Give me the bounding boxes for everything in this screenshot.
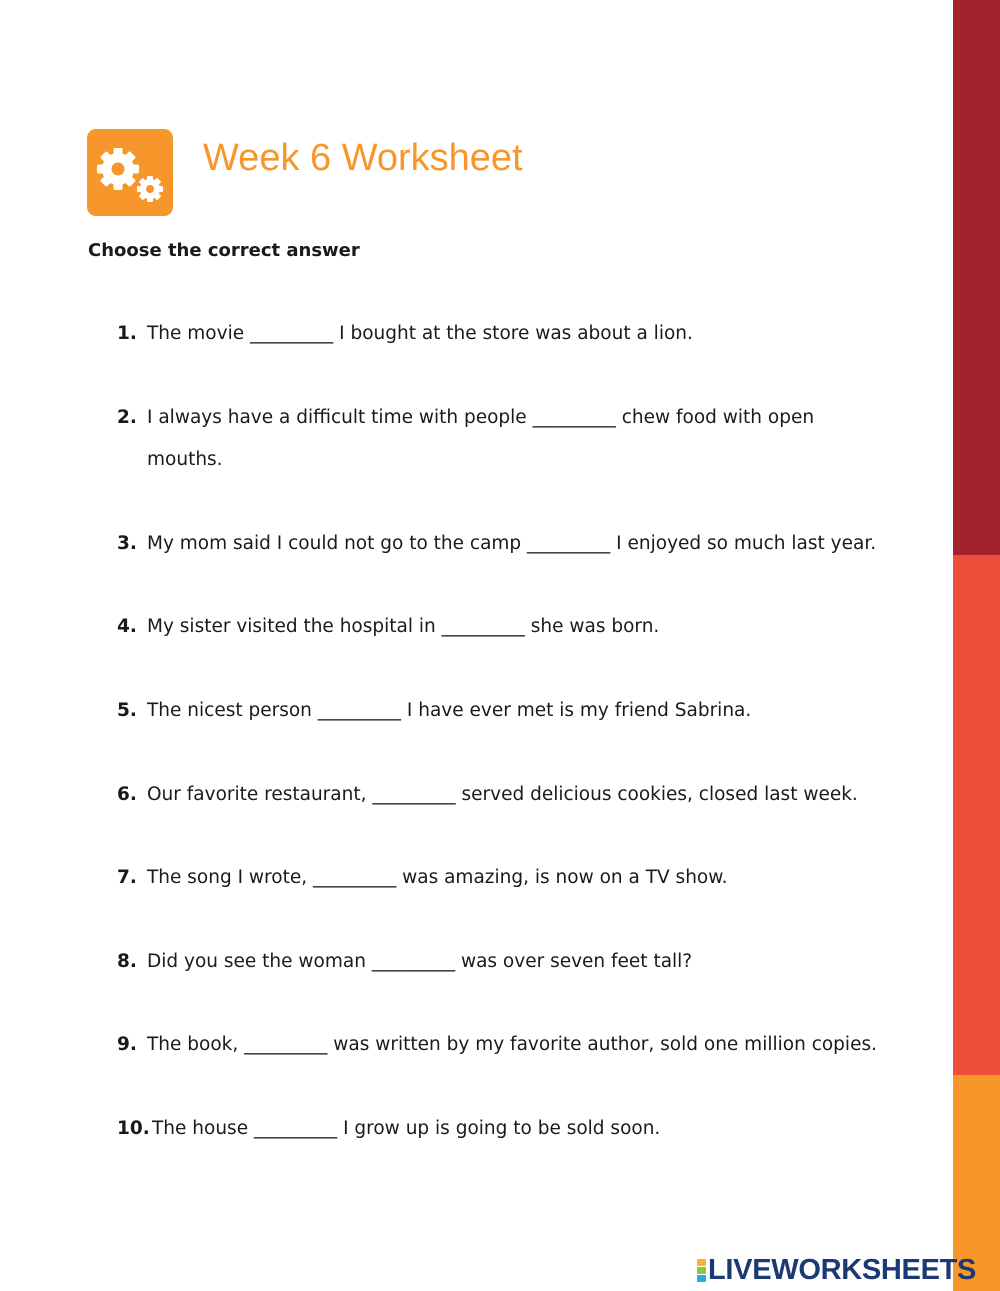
question-number: 7.: [117, 867, 137, 888]
question-text: Our favorite restaurant, _________ served delicious cookies, closed last week.: [147, 784, 858, 805]
question-number: 2.: [117, 407, 137, 428]
question-number: 5.: [117, 700, 137, 721]
side-bar-red: [953, 555, 1000, 1075]
question-item: [117, 690, 917, 732]
logo-blocks-icon: [697, 1259, 706, 1282]
question-text: The song I wrote, _________ was amazing, is now on a TV show.: [147, 867, 728, 888]
question-text: My mom said I could not go to the camp _________ I enjoyed so much last year.: [147, 533, 877, 554]
question-text-continuation: mouths.: [147, 449, 223, 470]
question-item: [117, 523, 917, 565]
question-item: [117, 397, 917, 481]
question-text: Did you see the woman _________ was over seven feet tall?: [147, 951, 693, 972]
question-text: The movie _________ I bought at the store was about a lion.: [147, 323, 693, 344]
question-number: 4.: [117, 616, 137, 637]
question-number: 1.: [117, 323, 137, 344]
question-number: 8.: [117, 951, 137, 972]
question-text: The house _________ I grow up is going to be sold soon.: [152, 1118, 661, 1139]
gears-icon: [87, 129, 173, 216]
instruction-text: Choose the correct answer: [88, 240, 360, 261]
question-item: [117, 941, 917, 983]
question-text: I always have a difficult time with people _________ chew food with open: [147, 407, 815, 428]
question-item: [117, 606, 917, 648]
question-number: 10.: [117, 1118, 150, 1139]
question-text: My sister visited the hospital in _________ she was born.: [147, 616, 660, 637]
question-item: [117, 774, 917, 816]
question-number: 6.: [117, 784, 137, 805]
logo-text: LIVEWORKSHEETS: [708, 1254, 977, 1286]
side-bar-dark-red: [953, 0, 1000, 555]
question-item: [117, 1024, 917, 1066]
question-item: [117, 1108, 917, 1150]
question-text: The book, _________ was written by my favorite author, sold one million copies.: [147, 1034, 877, 1055]
question-item: [117, 313, 917, 355]
liveworksheets-logo: [697, 1255, 976, 1285]
page-title: Week 6 Worksheet: [203, 137, 523, 179]
question-item: [117, 857, 917, 899]
question-text: The nicest person _________ I have ever met is my friend Sabrina.: [147, 700, 752, 721]
question-number: 3.: [117, 533, 137, 554]
question-number: 9.: [117, 1034, 137, 1055]
